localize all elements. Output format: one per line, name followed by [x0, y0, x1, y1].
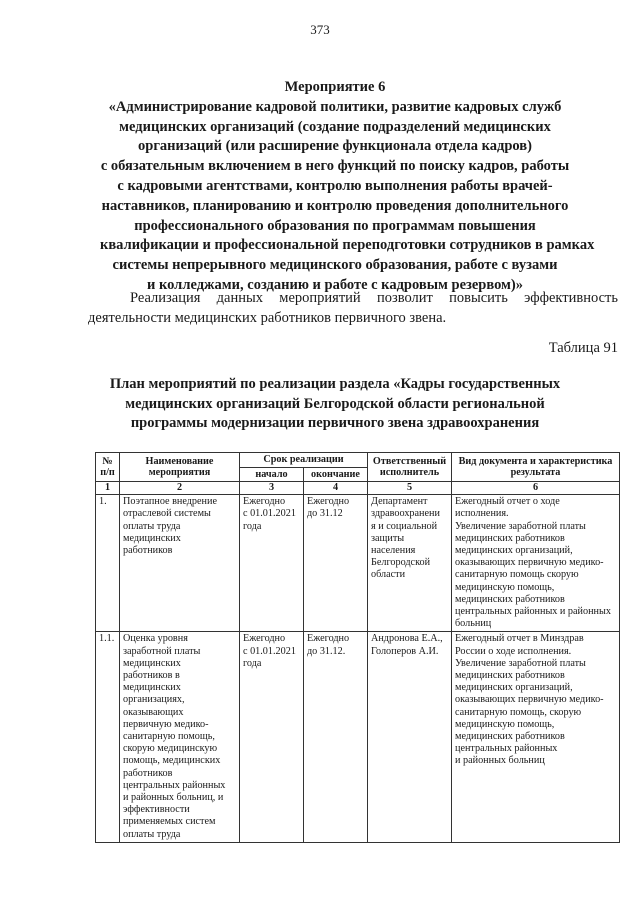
table-row [96, 495, 620, 632]
measure-heading-line: Мероприятие 6 [284, 79, 386, 95]
column-number: 1 [96, 482, 120, 495]
header-period: Срок реализации [240, 453, 368, 468]
row-start: Ежегодно с 01.01.2021 года [240, 632, 304, 842]
column-numbers-row [96, 482, 620, 495]
header-responsible: Ответственный исполнитель [368, 453, 452, 482]
plan-heading-line: План мероприятий по реализации раздела «Кадры государственных [109, 376, 561, 392]
table-label: Таблица 91 [548, 340, 618, 356]
column-number: 2 [120, 482, 240, 495]
table-header-row [96, 453, 620, 468]
header-start: начало [240, 467, 304, 482]
row-doc: Ежегодный отчет о ходе исполнения. Увеличение заработной платы медицинских работников медицинских организаций, оказывающих первичную медико- санитарную помощь скорую медицинскую помощь, медицинских работников центральных районных и районных больниц [452, 495, 620, 632]
row-end: Ежегодно до 31.12. [304, 632, 368, 842]
row-end: Ежегодно до 31.12 [304, 495, 368, 632]
column-number: 3 [240, 482, 304, 495]
column-number: 6 [452, 482, 620, 495]
plan-heading [100, 375, 570, 434]
header-name: Наименование мероприятия [120, 453, 240, 482]
row-name: Поэтапное внедрение отраслевой системы оплаты труда медицинских работников [120, 495, 240, 632]
measure-heading-line: системы непрерывного медицинского образования, работе с вузами [112, 257, 558, 274]
measure-heading-line: «Администрирование кадровой политики, развитие кадровых служб [108, 98, 562, 115]
row-responsible: Андронова Е.А., Голоперов А.И. [368, 632, 452, 842]
header-num: № п/п [96, 453, 120, 482]
row-num: 1.1. [96, 632, 120, 842]
measure-heading-line: с кадровыми агентствами, контролю выполнения работы врачей- [117, 177, 553, 194]
intro-line: деятельности медицинских работников первичного звена. [88, 310, 447, 326]
measure-heading-line: с обязательным включением в него функций по поиску кадров, работы [100, 158, 570, 175]
measure-heading-line: наставников, планированию и контролю проведения дополнительного [101, 197, 569, 214]
measure-heading-line: и колледжами, созданию и работе с кадровым резервом)» [146, 276, 524, 293]
row-doc: Ежегодный отчет в Минздрав России о ходе исполнения. Увеличение заработной платы медицинских работников медицинских организаций, оказывающих первичную медико- санитарную помощь, скорую медицинскую помощь, медицинских работников центральных районных и районных больниц [452, 632, 620, 842]
column-number: 5 [368, 482, 452, 495]
measure-heading [100, 78, 595, 296]
measure-heading-line: медицинских организаций (создание подразделений медицинских [119, 118, 551, 135]
row-start: Ежегодно с 01.01.2021 года [240, 495, 304, 632]
measure-heading-line: профессионального образования по программам повышения [134, 217, 536, 234]
row-name: Оценка уровня заработной платы медицинских работников в медицинских организациях, оказывающих первичную медико- санитарную помощь, скорую медицинскую помощь, медицинских работников центральных районных и районных больниц, и эффективности применяемых систем оплаты труда [120, 632, 240, 842]
plan-heading-line: программы модернизации первичного звена здравоохранения [130, 415, 540, 431]
row-num: 1. [96, 495, 120, 632]
measure-heading-line: квалификации и профессиональной переподготовки сотрудников в рамках [100, 237, 595, 254]
plan-heading-line: медицинских организаций Белгородской области региональной [125, 395, 545, 412]
intro-paragraph [88, 288, 618, 328]
page-number: 373 [310, 22, 330, 37]
column-number: 4 [304, 482, 368, 495]
measure-heading-line: организаций (или расширение функционала отдела кадров) [138, 138, 532, 155]
header-end: окончание [304, 467, 368, 482]
plan-table [95, 452, 620, 843]
row-responsible: Департамент здравоохранени я и социальной защиты населения Белгородской области [368, 495, 452, 632]
table-row [96, 632, 620, 842]
intro-line: Реализация данных мероприятий позволит повысить эффективность [130, 290, 618, 306]
header-doc: Вид документа и характеристика результата [452, 453, 620, 482]
